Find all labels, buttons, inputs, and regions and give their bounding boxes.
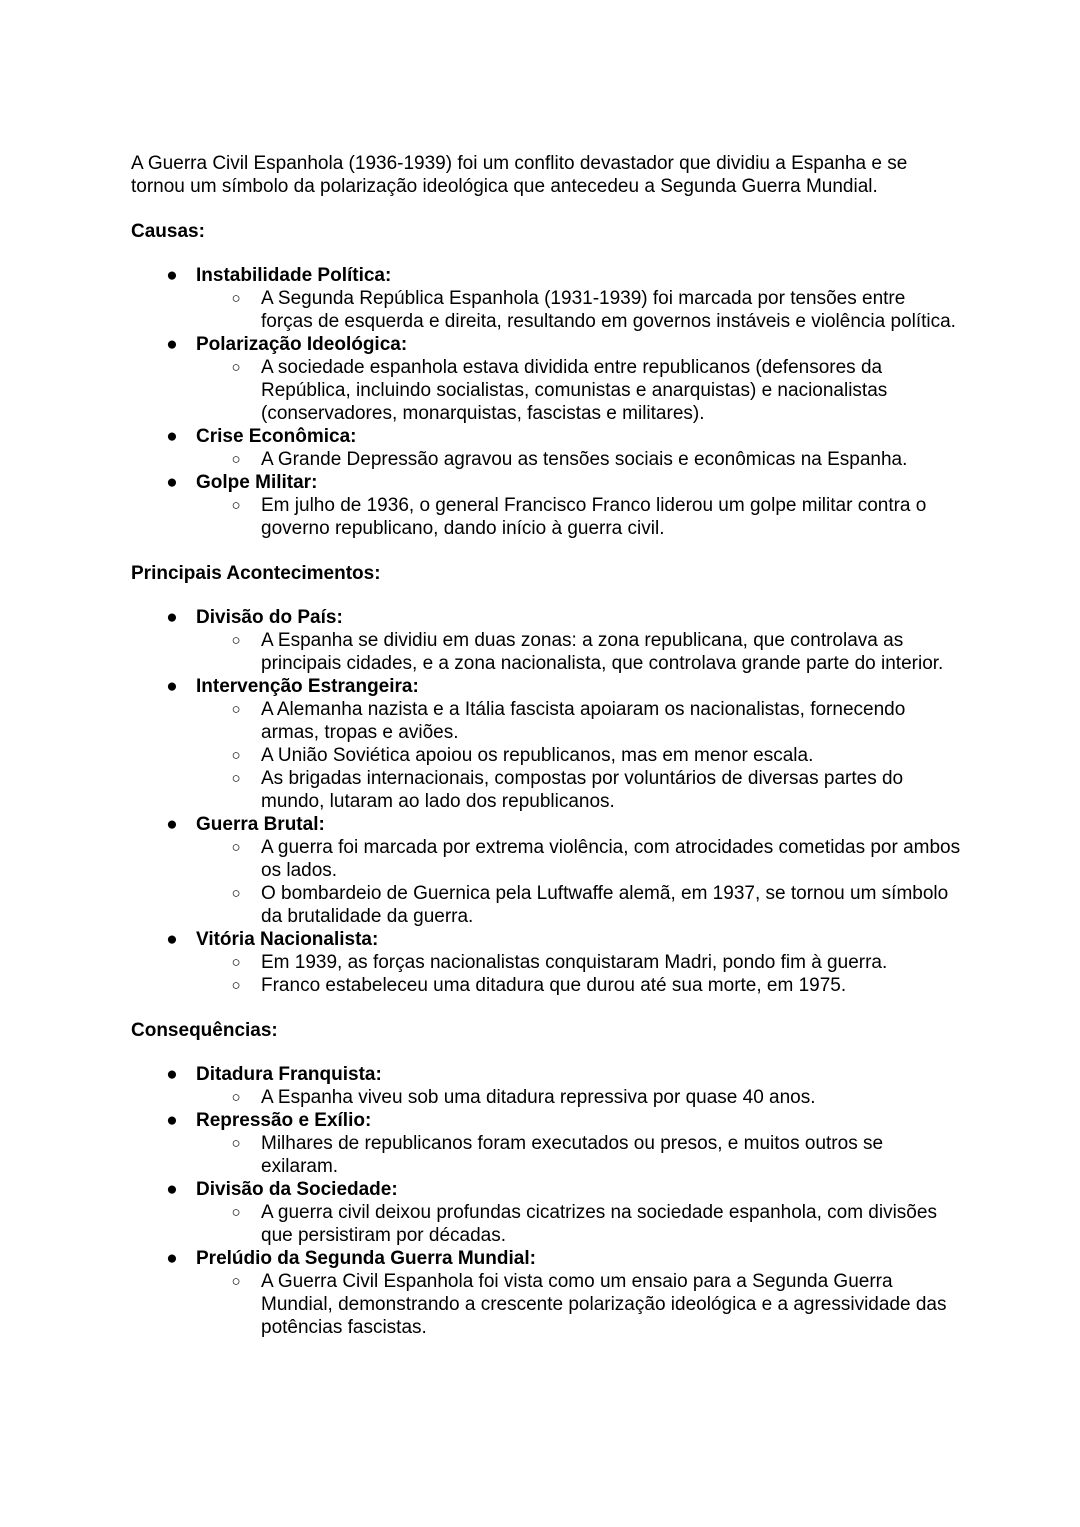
bullet-disc-icon: ● bbox=[166, 1064, 178, 1085]
bullet-circle-icon: ○ bbox=[231, 954, 241, 971]
sub-item-text: A União Soviética apoiou os republicanos, mas em menor escala. bbox=[261, 745, 814, 766]
sub-list bbox=[196, 494, 961, 540]
item-title: Divisão do País: bbox=[196, 607, 343, 628]
sub-list-item bbox=[131, 287, 961, 333]
sub-item-text: A Segunda República Espanhola (1931-1939) foi marcada por tensões entre forças de esquerda e direita, resultando em governos instáveis e violência política. bbox=[261, 288, 956, 332]
sub-item-text: A Alemanha nazista e a Itália fascista apoiaram os nacionalistas, fornecendo armas, tropas e aviões. bbox=[261, 699, 906, 743]
section-list bbox=[131, 264, 961, 540]
section-list bbox=[131, 606, 961, 997]
sub-item-text: A Espanha se dividiu em duas zonas: a zona republicana, que controlava as principais cidades, e a zona nacionalista, que controlava grande parte do interior. bbox=[261, 630, 944, 674]
list-item bbox=[131, 264, 961, 333]
sub-list-item bbox=[131, 494, 961, 540]
sub-list-item bbox=[131, 951, 961, 974]
sub-item-text: Franco estabeleceu uma ditadura que durou até sua morte, em 1975. bbox=[261, 975, 847, 996]
sub-item-text: Em julho de 1936, o general Francisco Franco liderou um golpe militar contra o governo republicano, dando início à guerra civil. bbox=[261, 495, 927, 539]
list-item bbox=[131, 606, 961, 675]
bullet-disc-icon: ● bbox=[166, 472, 178, 493]
sub-list bbox=[196, 629, 961, 675]
item-title: Repressão e Exílio: bbox=[196, 1110, 372, 1131]
sub-list bbox=[196, 1132, 961, 1178]
sub-list-item bbox=[131, 836, 961, 882]
sub-item-text: A Espanha viveu sob uma ditadura repressiva por quase 40 anos. bbox=[261, 1087, 816, 1108]
bullet-disc-icon: ● bbox=[166, 607, 178, 628]
bullet-circle-icon: ○ bbox=[231, 770, 241, 787]
item-title: Prelúdio da Segunda Guerra Mundial: bbox=[196, 1248, 536, 1269]
bullet-circle-icon: ○ bbox=[231, 1135, 241, 1152]
sub-item-text: A sociedade espanhola estava dividida entre republicanos (defensores da República, incluindo socialistas, comunistas e anarquistas) e nacionalistas (conservadores, monarquistas, fascistas e militares). bbox=[261, 357, 888, 424]
sub-item-text: A Grande Depressão agravou as tensões sociais e econômicas na Espanha. bbox=[261, 449, 908, 470]
bullet-disc-icon: ● bbox=[166, 929, 178, 950]
bullet-disc-icon: ● bbox=[166, 334, 178, 355]
sub-list bbox=[196, 1201, 961, 1247]
list-item bbox=[131, 471, 961, 540]
item-title: Golpe Militar: bbox=[196, 472, 318, 493]
bullet-circle-icon: ○ bbox=[231, 839, 241, 856]
list-item bbox=[131, 928, 961, 997]
section-heading: Principais Acontecimentos: bbox=[131, 563, 381, 584]
sub-item-text: A guerra foi marcada por extrema violência, com atrocidades cometidas por ambos os lados. bbox=[261, 837, 961, 881]
sub-item-text: O bombardeio de Guernica pela Luftwaffe alemã, em 1937, se tornou um símbolo da brutalidade da guerra. bbox=[261, 883, 949, 927]
sub-list-item bbox=[131, 1086, 961, 1109]
item-title: Instabilidade Política: bbox=[196, 265, 392, 286]
sub-list-item bbox=[131, 448, 961, 471]
sub-list-item bbox=[131, 1270, 961, 1339]
list-item bbox=[131, 813, 961, 928]
sub-item-text: Milhares de republicanos foram executados ou presos, e muitos outros se exilaram. bbox=[261, 1133, 884, 1177]
bullet-circle-icon: ○ bbox=[231, 1273, 241, 1290]
sub-list bbox=[196, 836, 961, 928]
sub-list-item bbox=[131, 356, 961, 425]
list-item bbox=[131, 1063, 961, 1109]
sub-list bbox=[196, 448, 961, 471]
bullet-circle-icon: ○ bbox=[231, 701, 241, 718]
sub-list bbox=[196, 287, 961, 333]
bullet-circle-icon: ○ bbox=[231, 1204, 241, 1221]
bullet-circle-icon: ○ bbox=[231, 497, 241, 514]
list-item bbox=[131, 675, 961, 813]
sub-list-item bbox=[131, 1132, 961, 1178]
bullet-disc-icon: ● bbox=[166, 1248, 178, 1269]
bullet-circle-icon: ○ bbox=[231, 747, 241, 764]
sections-container bbox=[131, 220, 961, 1339]
sub-list-item bbox=[131, 698, 961, 744]
bullet-disc-icon: ● bbox=[166, 426, 178, 447]
sub-item-text: A guerra civil deixou profundas cicatrizes na sociedade espanhola, com divisões que persistiram por décadas. bbox=[261, 1202, 937, 1246]
list-item bbox=[131, 1178, 961, 1247]
sub-list-item bbox=[131, 744, 961, 767]
sub-list bbox=[196, 1270, 961, 1339]
section-list bbox=[131, 1063, 961, 1339]
bullet-circle-icon: ○ bbox=[231, 885, 241, 902]
item-title: Vitória Nacionalista: bbox=[196, 929, 379, 950]
sub-item-text: As brigadas internacionais, compostas por voluntários de diversas partes do mundo, lutaram ao lado dos republicanos. bbox=[261, 768, 904, 812]
bullet-circle-icon: ○ bbox=[231, 1089, 241, 1106]
sub-list bbox=[196, 1086, 961, 1109]
bullet-disc-icon: ● bbox=[166, 1110, 178, 1131]
bullet-circle-icon: ○ bbox=[231, 359, 241, 376]
item-title: Ditadura Franquista: bbox=[196, 1064, 382, 1085]
bullet-circle-icon: ○ bbox=[231, 451, 241, 468]
list-item bbox=[131, 1247, 961, 1339]
item-title: Crise Econômica: bbox=[196, 426, 357, 447]
sub-list bbox=[196, 698, 961, 813]
section-heading: Causas: bbox=[131, 221, 205, 242]
bullet-disc-icon: ● bbox=[166, 265, 178, 286]
list-item bbox=[131, 1109, 961, 1178]
sub-list-item bbox=[131, 974, 961, 997]
list-item bbox=[131, 333, 961, 425]
document-page bbox=[131, 152, 961, 1361]
bullet-circle-icon: ○ bbox=[231, 290, 241, 307]
sub-list bbox=[196, 951, 961, 997]
bullet-disc-icon: ● bbox=[166, 814, 178, 835]
bullet-circle-icon: ○ bbox=[231, 977, 241, 994]
item-title: Guerra Brutal: bbox=[196, 814, 325, 835]
sub-list-item bbox=[131, 882, 961, 928]
bullet-circle-icon: ○ bbox=[231, 632, 241, 649]
item-title: Polarização Ideológica: bbox=[196, 334, 408, 355]
list-item bbox=[131, 425, 961, 471]
section-heading: Consequências: bbox=[131, 1020, 278, 1041]
sub-list-item bbox=[131, 629, 961, 675]
bullet-disc-icon: ● bbox=[166, 676, 178, 697]
sub-list bbox=[196, 356, 961, 425]
item-title: Divisão da Sociedade: bbox=[196, 1179, 398, 1200]
sub-item-text: Em 1939, as forças nacionalistas conquistaram Madri, pondo fim à guerra. bbox=[261, 952, 888, 973]
sub-item-text: A Guerra Civil Espanhola foi vista como um ensaio para a Segunda Guerra Mundial, demonstrando a crescente polarização ideológica e a agressividade das potências fascistas. bbox=[261, 1271, 947, 1338]
bullet-disc-icon: ● bbox=[166, 1179, 178, 1200]
sub-list-item bbox=[131, 767, 961, 813]
item-title: Intervenção Estrangeira: bbox=[196, 676, 419, 697]
intro-paragraph: A Guerra Civil Espanhola (1936-1939) foi um conflito devastador que dividiu a Espanha e se tornou um símbolo da polarização ideológica que antecedeu a Segunda Guerra Mundial. bbox=[131, 153, 908, 197]
sub-list-item bbox=[131, 1201, 961, 1247]
